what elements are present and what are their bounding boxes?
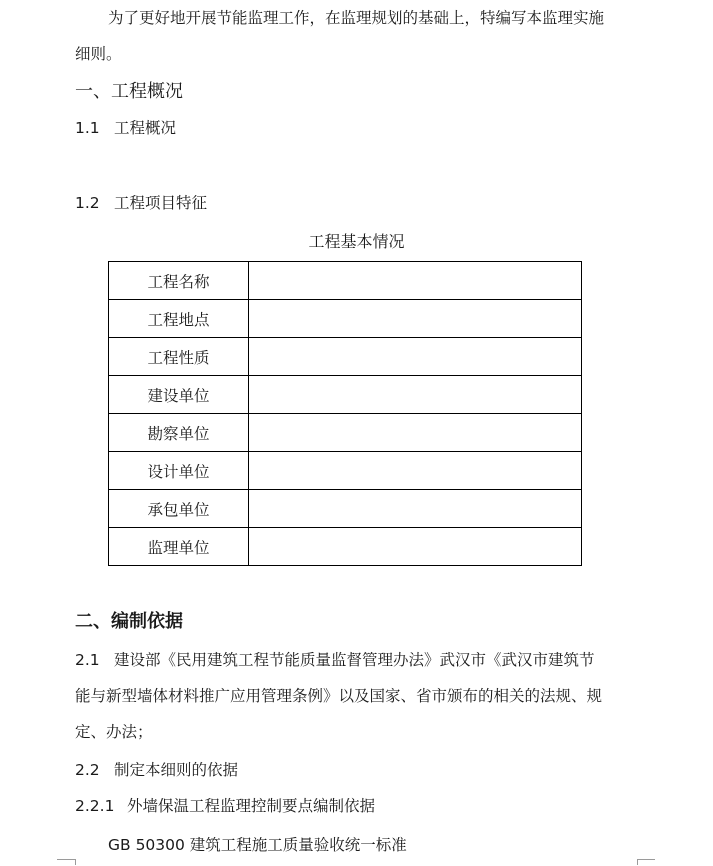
row-label: 设计单位 (109, 452, 249, 490)
subsection-number: 2.2.1 (75, 797, 115, 815)
project-info-table (108, 261, 582, 566)
paragraph-2-1-line-2: 能与新型墙体材料推广应用管理条例》以及国家、省市颁布的相关的法规、规 (75, 687, 603, 705)
table-row (109, 452, 582, 490)
intro-line-2: 细则。 (75, 45, 122, 63)
subsection-2-2-1 (75, 796, 375, 816)
row-value (249, 300, 582, 338)
row-label: 工程地点 (109, 300, 249, 338)
subsection-number: 1.2 (75, 194, 100, 212)
subsection-title: 工程概况 (114, 119, 177, 137)
row-value (249, 376, 582, 414)
subsection-title: 外墙保温工程监理控制要点编制依据 (127, 797, 376, 815)
row-value (249, 452, 582, 490)
table-row (109, 338, 582, 376)
subsection-title: 工程项目特征 (114, 194, 208, 212)
row-label: 勘察单位 (109, 414, 249, 452)
row-value (249, 414, 582, 452)
subsection-number: 1.1 (75, 119, 100, 137)
paragraph-number: 2.1 (75, 651, 100, 669)
subsection-number: 2.2 (75, 761, 100, 779)
table-row (109, 376, 582, 414)
row-label: 建设单位 (109, 376, 249, 414)
standard-item: GB 50300 建筑工程施工质量验收统一标准 (108, 836, 407, 854)
row-value (249, 338, 582, 376)
paragraph-text: 建设部《民用建筑工程节能质量监督管理办法》武汉市《武汉市建筑节 (114, 651, 595, 669)
paragraph-2-1-line-1 (75, 650, 595, 670)
table-caption: 工程基本情况 (308, 232, 405, 251)
table-row (109, 528, 582, 566)
row-value (249, 262, 582, 300)
paragraph-2-1-line-3: 定、办法； (75, 723, 153, 741)
table-row (109, 414, 582, 452)
row-value (249, 490, 582, 528)
subsection-1-1 (75, 118, 176, 138)
section-2-heading: 二、编制依据 (75, 611, 183, 632)
row-value (249, 528, 582, 566)
table-row (109, 300, 582, 338)
row-label: 承包单位 (109, 490, 249, 528)
table-row (109, 490, 582, 528)
intro-line-1: 为了更好地开展节能监理工作，在监理规划的基础上，特编写本监理实施 (108, 9, 605, 27)
row-label: 监理单位 (109, 528, 249, 566)
table-row (109, 262, 582, 300)
subsection-2-2 (75, 760, 238, 780)
row-label: 工程性质 (109, 338, 249, 376)
subsection-1-2 (75, 193, 207, 213)
row-label: 工程名称 (109, 262, 249, 300)
subsection-title: 制定本细则的依据 (114, 761, 239, 779)
section-1-heading: 一、工程概况 (75, 81, 183, 102)
